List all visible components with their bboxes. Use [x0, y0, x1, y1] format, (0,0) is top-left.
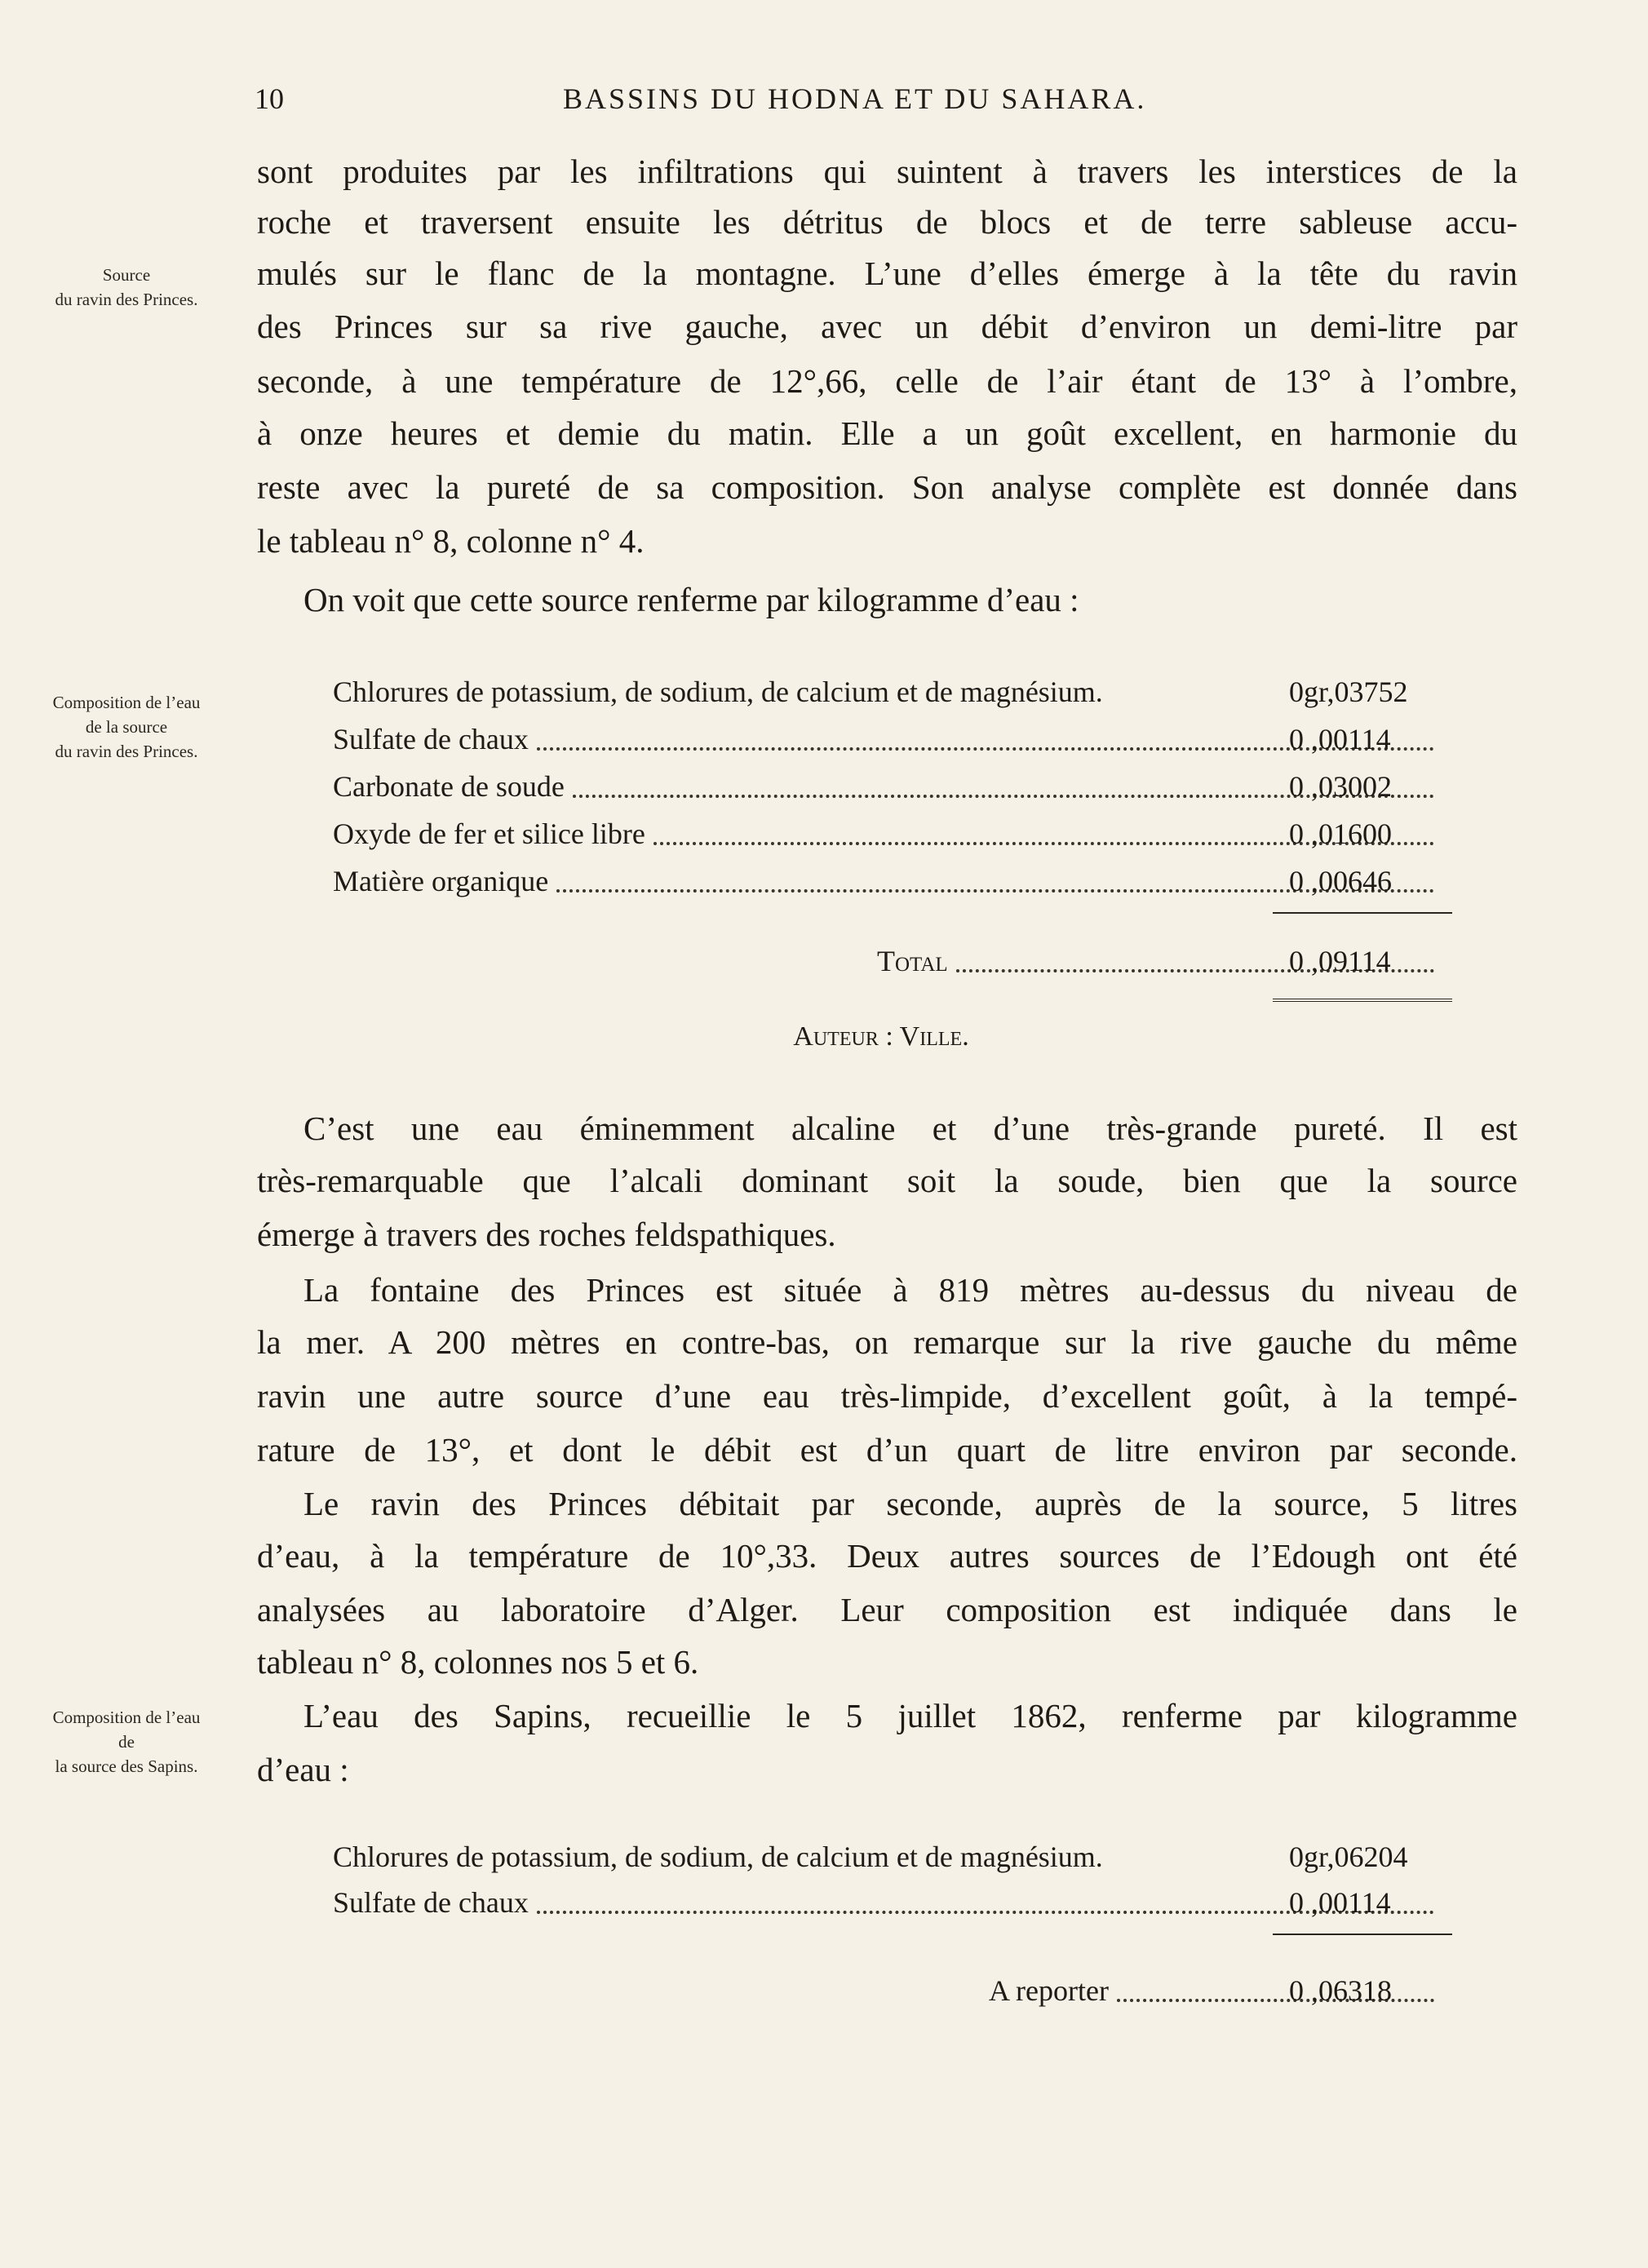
- text-line: analysées au laboratoire d’Alger. Leur composition est indiquée dans le: [257, 1591, 1517, 1628]
- table-row: [333, 858, 1442, 904]
- row-label: Matière organique: [333, 865, 549, 897]
- row-label: Oxyde de fer et silice libre: [333, 817, 645, 850]
- table-row: [333, 764, 1442, 809]
- margin-note-line: de: [118, 1732, 135, 1752]
- text-line: C’est une eau éminemment alcaline et d’une très-grande pureté. Il est: [303, 1110, 1517, 1147]
- row-label: Carbonate de soude: [333, 770, 565, 803]
- text-line: à onze heures et demie du matin. Elle a un goût excellent, en harmonie du: [257, 414, 1517, 452]
- paragraph-2: On voit que cette source renferme par kilogramme d’eau :: [303, 581, 1079, 618]
- margin-note-line: du ravin des Princes.: [55, 742, 198, 761]
- text-line: roche et traversent ensuite les détritus de blocs et de terre sableuse accu-: [257, 203, 1517, 241]
- sum-rule: [1273, 1934, 1452, 1935]
- row-value: 0 ,00114: [1289, 1886, 1391, 1919]
- carry-label: A reporter: [989, 1974, 1109, 2007]
- text-line: La fontaine des Princes est située à 819 mètres au-dessus du niveau de: [303, 1271, 1517, 1309]
- table-row: [333, 716, 1442, 762]
- margin-note-line: Composition de l’eau: [52, 1708, 201, 1727]
- row-value: 0gr,03752: [1289, 676, 1408, 708]
- row-value: 0gr,06204: [1289, 1841, 1408, 1873]
- running-title: BASSINS DU HODNA ET DU SAHARA.: [563, 82, 1147, 115]
- row-label: Sulfate de chaux: [333, 723, 529, 755]
- row-value: 0 ,03002: [1289, 770, 1392, 803]
- table-row: [333, 669, 1442, 715]
- text-line: le tableau n° 8, colonne n° 4.: [257, 522, 645, 560]
- margin-note-composition-princes: [16, 690, 237, 764]
- text-line: Le ravin des Princes débitait par seconde, auprès de la source, 5 litres: [303, 1485, 1517, 1522]
- author-text: Auteur : Ville.: [793, 1021, 969, 1052]
- margin-note-line: la source des Sapins.: [55, 1756, 198, 1776]
- text-line: émerge à travers des roches feldspathiques.: [257, 1216, 836, 1253]
- author-line: [0, 1017, 1648, 1057]
- text-line: d’eau, à la température de 10°,33. Deux autres sources de l’Edough ont été: [257, 1537, 1517, 1575]
- total-value: 0 ,09114: [1289, 945, 1391, 977]
- text-line: tableau n° 8, colonnes nos 5 et 6.: [257, 1643, 699, 1681]
- table-row: [333, 1880, 1442, 1925]
- row-value: 0 ,01600: [1289, 817, 1392, 850]
- row-value: 0 ,00646: [1289, 865, 1392, 897]
- margin-note-line: Source: [102, 265, 151, 285]
- page-header: [0, 82, 1648, 131]
- total-double-rule: [1273, 999, 1452, 1005]
- text-line: rature de 13°, et dont le débit est d’un quart de litre environ par seconde.: [257, 1431, 1517, 1468]
- text-line: reste avec la pureté de sa composition. Son analyse complète est donnée dans: [257, 468, 1517, 506]
- text-line: seconde, à une température de 12°,66, celle de l’air étant de 13° à l’ombre,: [257, 362, 1517, 400]
- text-line: L’eau des Sapins, recueillie le 5 juillet 1862, renferme par kilogramme: [303, 1697, 1517, 1734]
- total-label: Total: [877, 945, 948, 977]
- text-line: sont produites par les infiltrations qui suintent à travers les interstices de la: [257, 153, 1517, 190]
- row-label: Chlorures de potassium, de sodium, de calcium et de magnésium.: [333, 1841, 1103, 1873]
- text-line: mulés sur le flanc de la montagne. L’une d’elles émerge à la tête du ravin: [257, 255, 1517, 292]
- row-label: Sulfate de chaux: [333, 1886, 529, 1919]
- table-row: [333, 811, 1442, 857]
- text-line: d’eau :: [257, 1751, 349, 1788]
- text-line: des Princes sur sa rive gauche, avec un débit d’environ un demi-litre par: [257, 308, 1517, 345]
- margin-note-source: [16, 263, 237, 312]
- sum-rule: [1273, 912, 1452, 914]
- row-value: 0 ,00114: [1289, 723, 1391, 755]
- margin-note-line: Composition de l’eau: [52, 693, 201, 712]
- table-row: [333, 1834, 1442, 1880]
- carry-value: 0 ,06318: [1289, 1974, 1392, 2007]
- margin-note-composition-sapins: [16, 1705, 237, 1779]
- text-line: la mer. A 200 mètres en contre-bas, on remarque sur la rive gauche du même: [257, 1323, 1517, 1361]
- text-line: ravin une autre source d’une eau très-limpide, d’excellent goût, à la tempé-: [257, 1377, 1517, 1415]
- page-number: 10: [255, 82, 284, 115]
- margin-note-line: de la source: [85, 717, 168, 737]
- row-label: Chlorures de potassium, de sodium, de calcium et de magnésium.: [333, 676, 1103, 708]
- margin-note-line: du ravin des Princes.: [55, 290, 198, 309]
- text-line: très-remarquable que l’alcali dominant soit la soude, bien que la source: [257, 1162, 1517, 1199]
